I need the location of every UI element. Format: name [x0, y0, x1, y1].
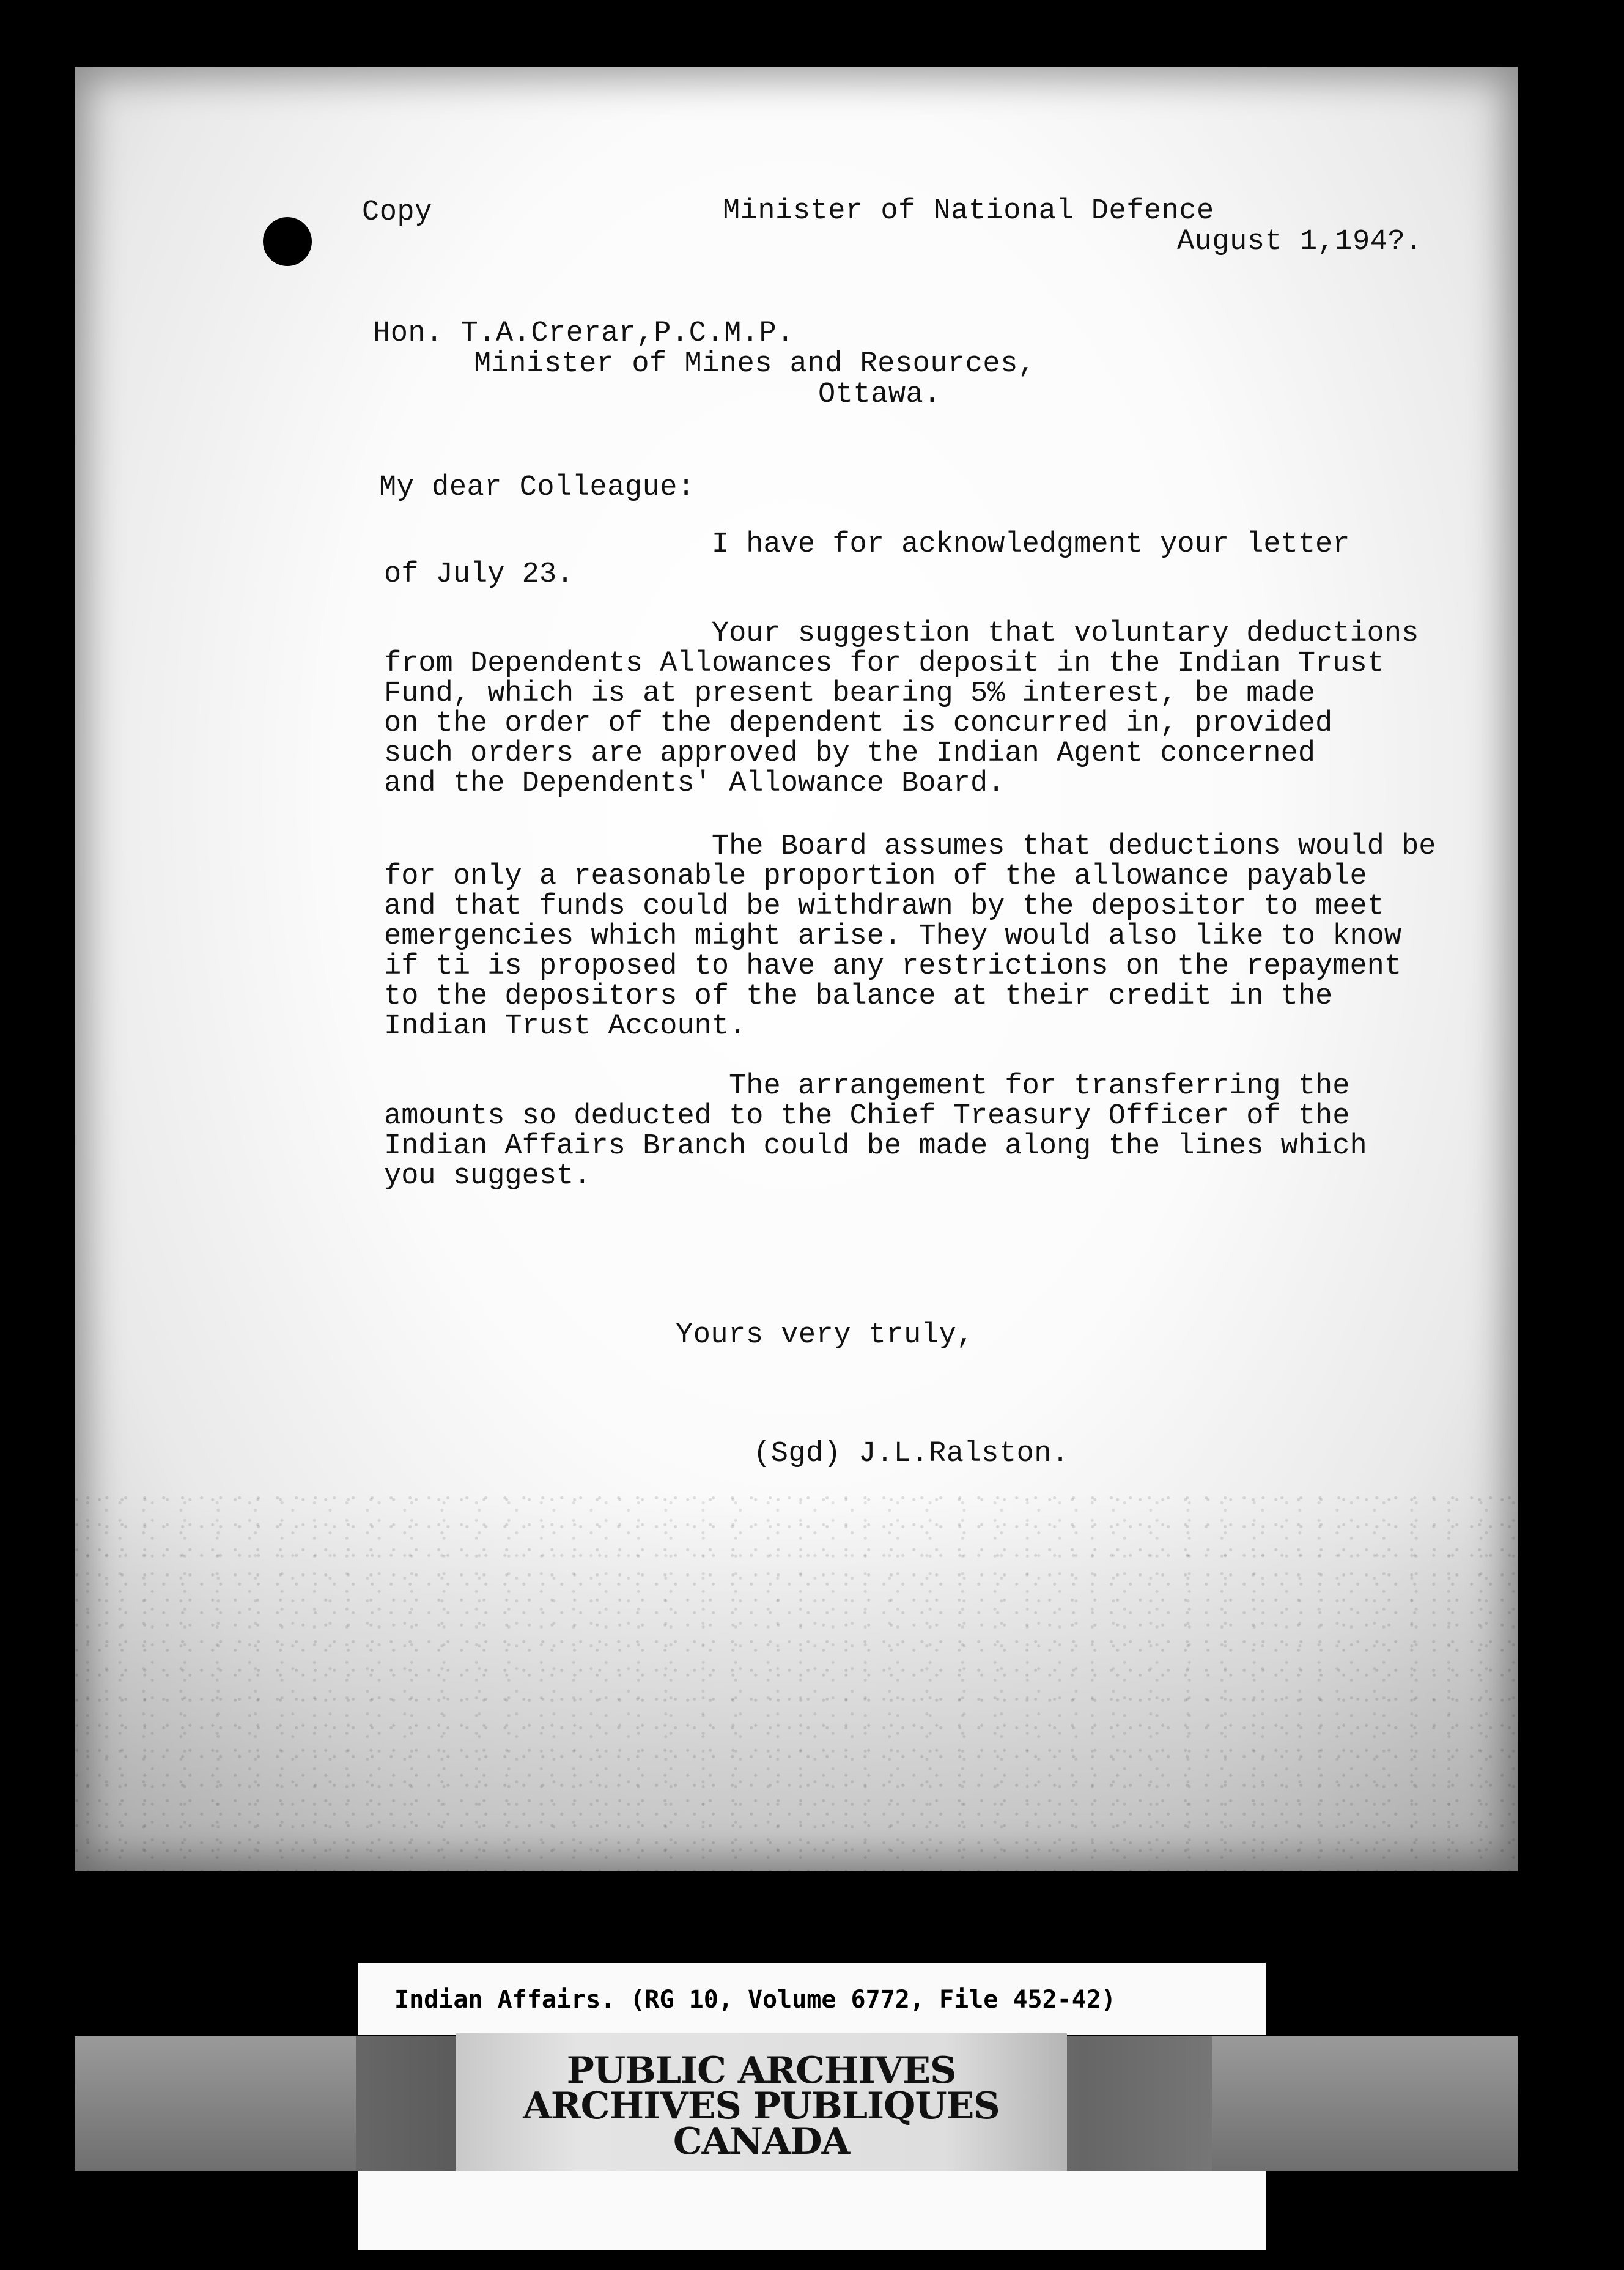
- stamp-line: PUBLIC ARCHIVES: [566, 2049, 956, 2092]
- copy-label: Copy: [362, 196, 432, 229]
- letter-date: August 1,194?.: [1177, 226, 1423, 258]
- film-frame-right: [1212, 2036, 1518, 2171]
- archive-reference: Indian Affairs. (RG 10, Volume 6772, File 452-42): [394, 1986, 1116, 2014]
- film-frame-left: [75, 2036, 356, 2171]
- paragraph-board: [384, 832, 1485, 1041]
- paragraph-line: The arrangement for transferring the: [384, 1070, 1350, 1103]
- recipient-city: Ottawa.: [818, 379, 941, 411]
- paragraph-line: Indian Trust Account.: [384, 1010, 747, 1043]
- paragraph-line: emergencies which might arise. They would also like to know: [384, 920, 1402, 953]
- paper-texture: [75, 1492, 1518, 1871]
- paragraph-line: amounts so deducted to the Chief Treasury Officer of the: [384, 1100, 1350, 1133]
- punch-hole: [263, 217, 312, 266]
- paragraph-line: and that funds could be withdrawn by the depositor to meet: [384, 890, 1384, 923]
- salutation: My dear Colleague:: [379, 471, 695, 504]
- paragraph-line: I have for acknowledgment your letter: [384, 528, 1350, 561]
- paragraph-line: and the Dependents' Allowance Board.: [384, 767, 1005, 800]
- stamp-line: ARCHIVES PUBLIQUES: [523, 2085, 1000, 2128]
- archive-reference-strip: [358, 1963, 1266, 2035]
- paragraph-line: to the depositors of the balance at their credit in the: [384, 980, 1333, 1013]
- paragraph-line: such orders are approved by the Indian Agent concerned: [384, 738, 1316, 770]
- paragraph-line: The Board assumes that deductions would be: [384, 830, 1436, 863]
- paragraph-line: Fund, which is at present bearing 5% interest, be made: [384, 678, 1316, 710]
- paragraph-acknowledgment: [384, 530, 1485, 590]
- paragraph-arrangement: [384, 1071, 1485, 1191]
- stamp-line: CANADA: [673, 2120, 850, 2163]
- paragraph-line: Your suggestion that voluntary deductions: [384, 618, 1419, 650]
- recipient-name: Hon. T.A.Crerar,P.C.M.P.: [373, 317, 794, 350]
- closing: Yours very truly,: [676, 1319, 974, 1351]
- signature: (Sgd) J.L.Ralston.: [753, 1438, 1069, 1470]
- paragraph-line: Indian Affairs Branch could be made along the lines which: [384, 1130, 1367, 1163]
- paragraph-line: of July 23.: [384, 558, 574, 591]
- paragraph-line: if ti is proposed to have any restrictions on the repayment: [384, 950, 1402, 983]
- archives-stamp: [456, 2033, 1067, 2171]
- paragraph-suggestion: [384, 619, 1485, 799]
- recipient-title: Minister of Mines and Resources,: [474, 348, 1036, 380]
- paragraph-line: you suggest.: [384, 1160, 591, 1192]
- bottom-label-strip: [358, 2171, 1266, 2250]
- office-heading: Minister of National Defence: [723, 195, 1214, 227]
- paragraph-line: for only a reasonable proportion of the allowance payable: [384, 860, 1367, 893]
- paragraph-line: on the order of the dependent is concurred in, provided: [384, 708, 1333, 740]
- paragraph-line: from Dependents Allowances for deposit in the Indian Trust: [384, 648, 1384, 680]
